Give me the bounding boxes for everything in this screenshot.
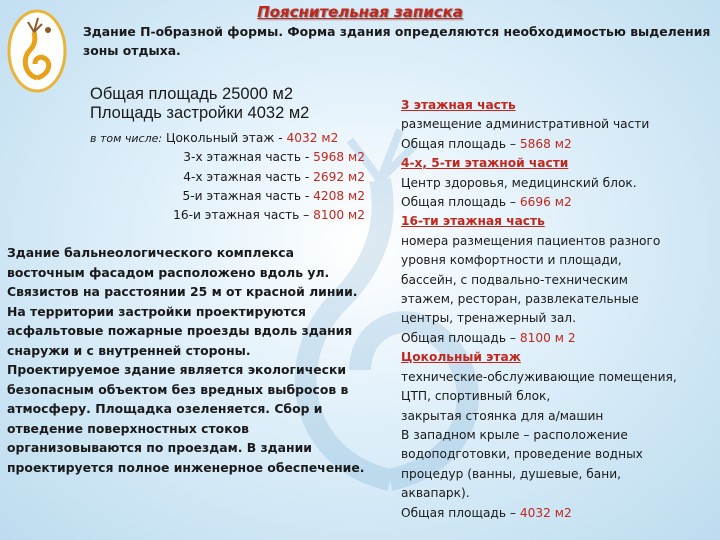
section-line: водоподготовки, проведение водных — [401, 447, 643, 462]
section-line: центры, тренажерный зал. — [401, 311, 576, 326]
section-heading: 3 этажная часть — [401, 98, 516, 112]
section-area — [401, 504, 716, 523]
breakdown-value: 8100 м2 — [313, 208, 365, 223]
breakdown-label: Цокольный этаж - — [166, 131, 287, 145]
total-area: Общая площадь 25000 м2 — [90, 85, 294, 103]
breakdown-label: 3-х этажная часть - — [183, 150, 314, 165]
sections-column — [401, 96, 716, 523]
section-line: бассейн, с подвально-техническим — [401, 272, 628, 287]
area-label: Общая площадь – — [401, 330, 520, 345]
breakdown-label: 5-и этажная часть - — [182, 188, 314, 203]
area-value: 6696 м2 — [519, 195, 572, 210]
breakdown-value: 4208 м2 — [313, 188, 365, 203]
section-heading: Цокольный этаж — [401, 350, 521, 365]
breakdown-value: 2692 м2 — [313, 169, 365, 184]
area-breakdown — [90, 129, 365, 225]
section-line: номера размещения пациентов разного — [401, 233, 661, 248]
section-line: процедур (ванны, душевые, бани, — [401, 466, 622, 481]
section-line: уровня комфортности и площади, — [401, 253, 622, 268]
breakdown-label: 16-и этажная часть – — [173, 208, 314, 223]
area-label: Общая площадь – — [401, 195, 520, 210]
section-area — [401, 135, 716, 154]
area-value: 8100 м 2 — [519, 330, 576, 345]
breakdown-prefix: в том числе: — [90, 132, 163, 145]
section-line: технические-обслуживающие помещения, — [401, 369, 677, 384]
section-line: размещение административной части — [401, 117, 650, 132]
breakdown-row — [90, 187, 365, 206]
breakdown-value: 5968 м2 — [313, 150, 365, 165]
breakdown-value: 4032 м2 — [286, 131, 339, 145]
section-line: ЦТП, спортивный блок, — [401, 389, 551, 404]
section-line: В западном крыле – расположение — [401, 427, 628, 442]
section-area — [401, 329, 716, 348]
section-line: Центр здоровья, медицинский блок. — [401, 175, 637, 190]
section-line: аквапарк). — [401, 486, 470, 501]
section-line: закрытая стоянка для а/машин — [401, 408, 604, 423]
slide-title: Пояснительная записка — [257, 3, 463, 21]
section-heading: 4-х, 5-ти этажной части — [401, 156, 569, 171]
breakdown-label: 4-х этажная часть - — [183, 169, 314, 184]
area-label: Общая площадь – — [401, 505, 520, 520]
area-value: 4032 м2 — [519, 505, 572, 520]
footprint-area: Площадь застройки 4032 м2 — [90, 104, 310, 122]
breakdown-row — [90, 206, 365, 225]
breakdown-row — [90, 148, 365, 167]
intro-text: Здание П-образной формы. Форма здания определяются необходимостью выделения зоны отдыха. — [83, 24, 711, 58]
breakdown-row — [90, 168, 365, 187]
section-area — [401, 193, 716, 212]
section-line: этажем, ресторан, развлекательные — [401, 292, 639, 307]
breakdown-row — [90, 129, 365, 148]
site-description: Здание бальнеологического комплекса восточным фасадом расположено вдоль ул. Связистов на расстоянии 25 м от красной линии. На территории застройки проектируются асфальтовые пожарные проезды вдоль здания снаружи и с внутренней стороны. Проектируемое здание является экологически безопасным объектом без вредных выбросов в атмосферу. Площадка озеленяется. Сбор и отведение поверхностных стоков организовываются по проездам. В здании проектируется полное инженерное обеспечение. — [7, 245, 365, 475]
section-heading: 16-ти этажная часть — [401, 214, 545, 229]
area-value: 5868 м2 — [519, 136, 572, 151]
area-label: Общая площадь – — [401, 136, 520, 151]
